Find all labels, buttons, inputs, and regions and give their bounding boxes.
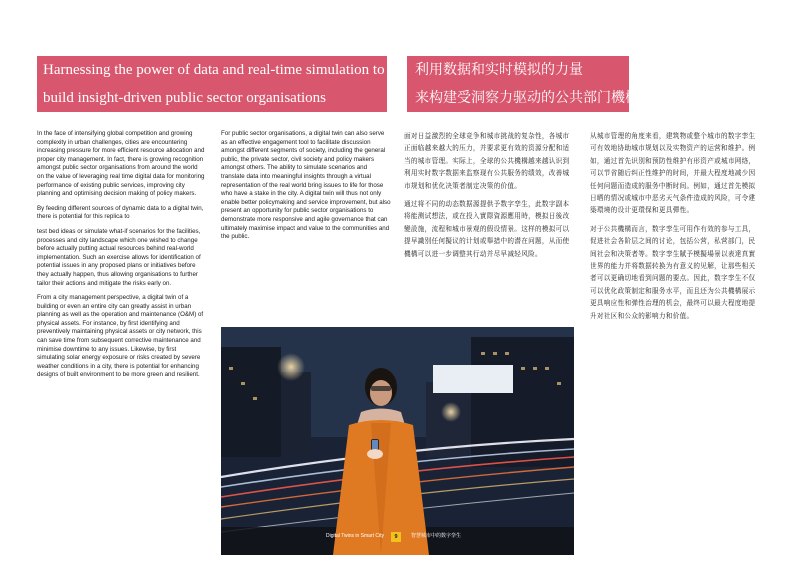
night-street-illustration: [221, 327, 574, 555]
photo-caption-en: Digital Twins in Smart City: [326, 533, 384, 539]
paragraph: 通过将不同的动态数据源提供予数字孪生，此数字副本将能测试想法，或在投入實際資源應用時，模拟日後改變設施，流程和城市景观的假设情景。这样的模拟可以提早識別任何擬议的计划或舉措中的潜在问题，从而使機構可以进一步调整其行动并尽早减轻风险。: [404, 200, 570, 258]
photo-caption-zh: 智慧城市中的数字孪生: [411, 533, 462, 539]
title-line: 来构建受洞察力驱动的公共部门機構: [415, 90, 639, 106]
page-number: 9: [391, 532, 401, 542]
paragraph: In the face of intensifying global competition and growing complexity in urban challenges, cities are encountering increasing pressure for more efficient resource allocation and proper city management. In fact, there is growing recognition amongst public sector organisations from around the world on the value of leveraging real time digital data for monitoring performance of existing public services, improving city planning and optimising decision making of policy makers.: [37, 130, 205, 198]
title-line: build insight-driven public sector organisations: [43, 90, 327, 106]
paragraph: From a city management perspective, a digital twin of a building or even an entire city can greatly assist in urban planning as well as the operation and maintenance (O&M) of physical assets. For instance, by first identifying and preventively maintaining physical assets or city network, this can save time from subsequent corrective maintenance and minimise downtime to any issues. Likewise, by first simulating solar energy exposure or risks created by severe weather conditions in a city, there is potential for enhancing designs of built environment to be more green and resilient.: [37, 294, 204, 379]
paragraph: 面对日益激烈的全球竞争和城市挑战的复杂性，各城市正面临越来越大的压力，并要求更有效的资源分配和适当的城市管理。实际上，全球的公共機構越来越认识到利用实时数字数据来监察现有公共服务的绩效，改善城市规划和优化决策者制定决策的价值。: [404, 132, 570, 190]
title-line: 利用数据和实时模拟的力量: [415, 62, 583, 78]
english-column-2: [221, 130, 391, 248]
paragraph: For public sector organisations, a digital twin can also serve as an effective engagement tool to facilitate discussion amongst different segments of society, including the general public, the private sector, civil society and policy makers amongst others. The ability to simulate scenarios and translate data into meaningful insights through a virtual representation of the real world bring issues to life for those who have a stake in the city. A digital twin will thus not only enable better policymaking and service improvement, but also present an opportunity for public sector organisations to demonstrate more responsive and agile governance that can ultimately maximise impact and value to the communities and the public.: [221, 130, 391, 241]
city-photo: [221, 327, 574, 555]
paragraph: 从城市管理的角度来看，建筑物或整个城市的数字孪生可有效地协助城市规划以及实物资产的运营和维护。例如，通过首先识别和预防性维护有形资产或城市网络，可以节省随后纠正性维护的时间，并最大程度地减少因任何问题而造成的服务中断时间。例如，通过首先模拟日晒的情况或城市中恶劣天气条件造成的风险，可令建築環境的设计更環保和更具彈性。: [590, 132, 756, 215]
chinese-title-banner: [407, 56, 639, 112]
english-title-banner: [37, 56, 387, 112]
english-column-1: [37, 130, 205, 386]
paragraph: By feeding different sources of dynamic data to a digital twin, there is potential for this replica to: [37, 204, 204, 221]
chinese-column-2: [590, 130, 760, 328]
chinese-column-1: [404, 130, 574, 266]
paragraph: 对于公共機構而言，数字孪生可用作有效的参与工具，促进社会各阶层之间的讨论，包括公营，私营部门，民间社会和决策者等。数字孪生賦予模擬場景以表達真實世界的能力并将数据转换为有意义的见解，让那些相关者可以更确切地看到问题的要点。因此，数字孪生不仅可以优化政策制定和服务水平，而且还为公共機構展示更具响应性和弹性治理的机会，最终可以最大程度地提升对社区和公众的影响力和价值。: [590, 224, 756, 320]
title-line: Harnessing the power of data and real-time simulation to: [43, 62, 385, 78]
paragraph: test bed ideas or simulate what-if scenarios for the facilities, processes and city landscape which one wished to change before actually putting actual resources behind real-world implementation. Such an exercise allows for identification of potential issues in any proposed plans or initiatives before they actually happen, thus allowing organisations to further tailor their actions and mitigate the risks early on.: [37, 227, 201, 287]
